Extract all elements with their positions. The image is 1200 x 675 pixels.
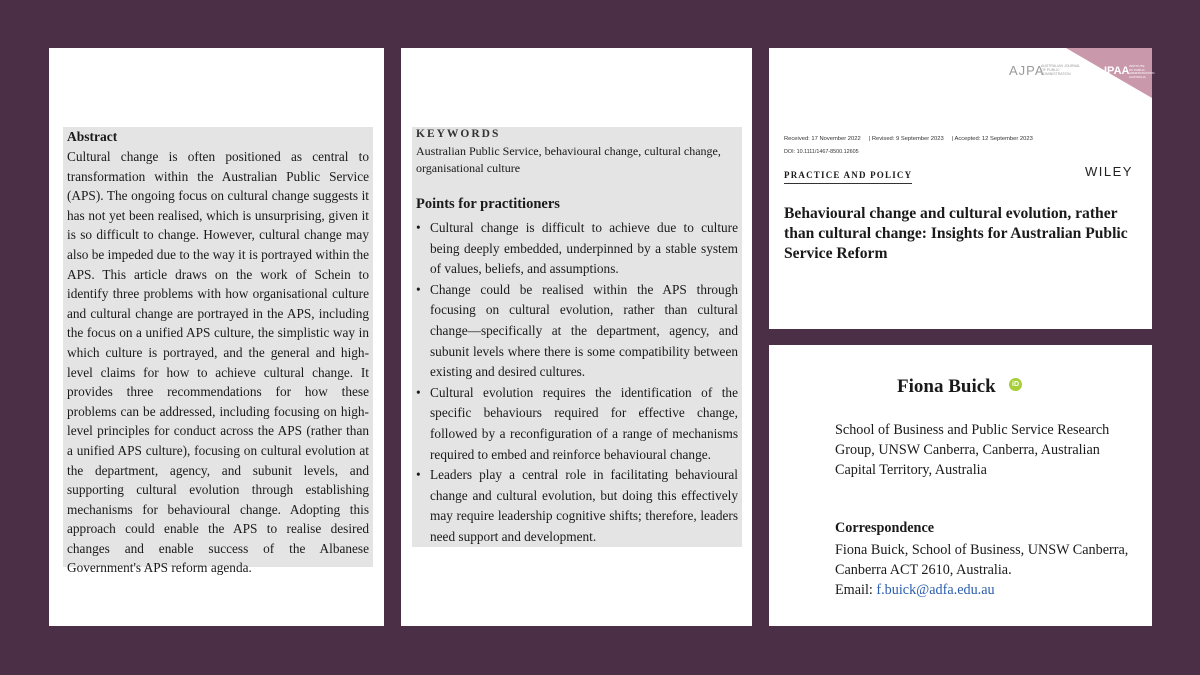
bullet-icon: • — [416, 281, 421, 297]
list-item — [416, 218, 738, 280]
abstract-text: Cultural change is often positioned as central to transformation within the Australian Public Service (APS). The ongoing focus on cultural change suggests it has not yet been realised, which is unsurprising, given it is so difficult to change. However, cultural change may also be impeded due to the way it is portrayed within the APS. This article draws on the work of Schein to identify three problems with how organisational culture and cultural change are portrayed in the APS, including the focus on a unified APS culture, the simplistic way in which culture is portrayed, and the general and high-level claims for how to achieve cultural change. It provides three recommendations for how these problems can be addressed, including focusing on high-level principles for conduct across the APS (rather than a unified APS culture), focusing on cultural evolution at the department, agency, and subunit levels, and supporting cultural evolution through establishing mechanisms for behavioural change. Adopting this approach could enable the APS to realise desired changes and enable success of the Albanese Government's APS reform agenda. — [67, 149, 369, 576]
list-item-text: Cultural change is difficult to achieve due to culture being deeply embedded, underpinned by a stable system of values, beliefs, and assumptions. — [430, 220, 738, 277]
keywords-page — [401, 48, 752, 626]
correspondence-heading: Correspondence — [835, 520, 935, 536]
ajpa-logo-subtitle: AUSTRALIAN JOURNAL OF PUBLIC ADMINISTRATION — [1041, 64, 1081, 76]
abstract-heading: Abstract — [67, 129, 118, 144]
correspondence-address: Fiona Buick, School of Business, UNSW Canberra, Canberra ACT 2610, Australia. — [835, 542, 1129, 578]
section-label: PRACTICE AND POLICY — [784, 170, 912, 184]
list-item — [416, 465, 738, 547]
revised-date: Revised: 9 September 2023 — [871, 136, 944, 142]
orcid-icon[interactable]: iD — [1009, 378, 1022, 391]
ipaa-logo: IPAA — [1104, 65, 1130, 77]
accepted-date: Accepted: 12 September 2023 — [954, 136, 1033, 142]
bullet-icon: • — [416, 384, 421, 400]
title-page — [769, 48, 1155, 329]
article-title: Behavioural change and cultural evolution, rather than cultural change: Insights for Australian Public Service Reform — [784, 205, 1128, 262]
practitioners-heading: Points for practitioners — [416, 196, 560, 212]
list-item-text: Change could be realised within the APS through focusing on cultural evolution, rather than cultural change—specifically at the department, agency, and subunit levels where there is some compatibility between existing and desired cultures. — [430, 281, 738, 380]
ipaa-logo-subtitle: INSTITUTE OF PUBLIC ADMINISTRATION AUSTRALIA — [1129, 64, 1155, 79]
email-link[interactable]: f.buick@adfa.edu.au — [876, 582, 995, 598]
list-item — [416, 280, 738, 383]
keywords-text: Australian Public Service, behavioural change, cultural change, organisational culture — [416, 144, 721, 175]
received-date: Received: 17 November 2022 — [784, 136, 861, 142]
list-item-text: Cultural evolution requires the identification of the specific behaviours required for effective change, followed by a reconfiguration of a range of mechanisms required to embed and reinforce behavioural change. — [430, 384, 738, 462]
publisher-logo: WILEY — [1085, 164, 1133, 179]
author-page — [769, 345, 1152, 626]
abstract-highlight — [63, 127, 373, 576]
doi: DOI: 10.1111/1467-8500.12605 — [784, 149, 859, 155]
practitioners-list — [416, 218, 738, 548]
abstract-page — [49, 48, 384, 626]
keywords-highlight — [412, 127, 742, 547]
correspondence-text — [835, 540, 1135, 600]
keywords-heading: KEYWORDS — [416, 128, 501, 140]
bullet-icon: • — [416, 220, 421, 235]
list-item — [416, 383, 738, 465]
email-label: Email: — [835, 582, 877, 598]
author-affiliation: School of Business and Public Service Research Group, UNSW Canberra, Canberra, Australian Capital Territory, Australia — [835, 422, 1110, 478]
author-name: Fiona Buick — [897, 376, 996, 397]
list-item-text: Leaders play a central role in facilitating behavioural change and cultural evolution, but doing this effectively may require leadership cognitive shifts; therefore, leaders need support and development. — [430, 467, 738, 544]
article-dates: Received: 17 November 2022 | Revised: 9 September 2023 | Accepted: 12 September 2023 — [784, 136, 1033, 142]
ajpa-logo: AJPA — [1009, 63, 1045, 78]
bullet-icon: • — [416, 467, 421, 483]
